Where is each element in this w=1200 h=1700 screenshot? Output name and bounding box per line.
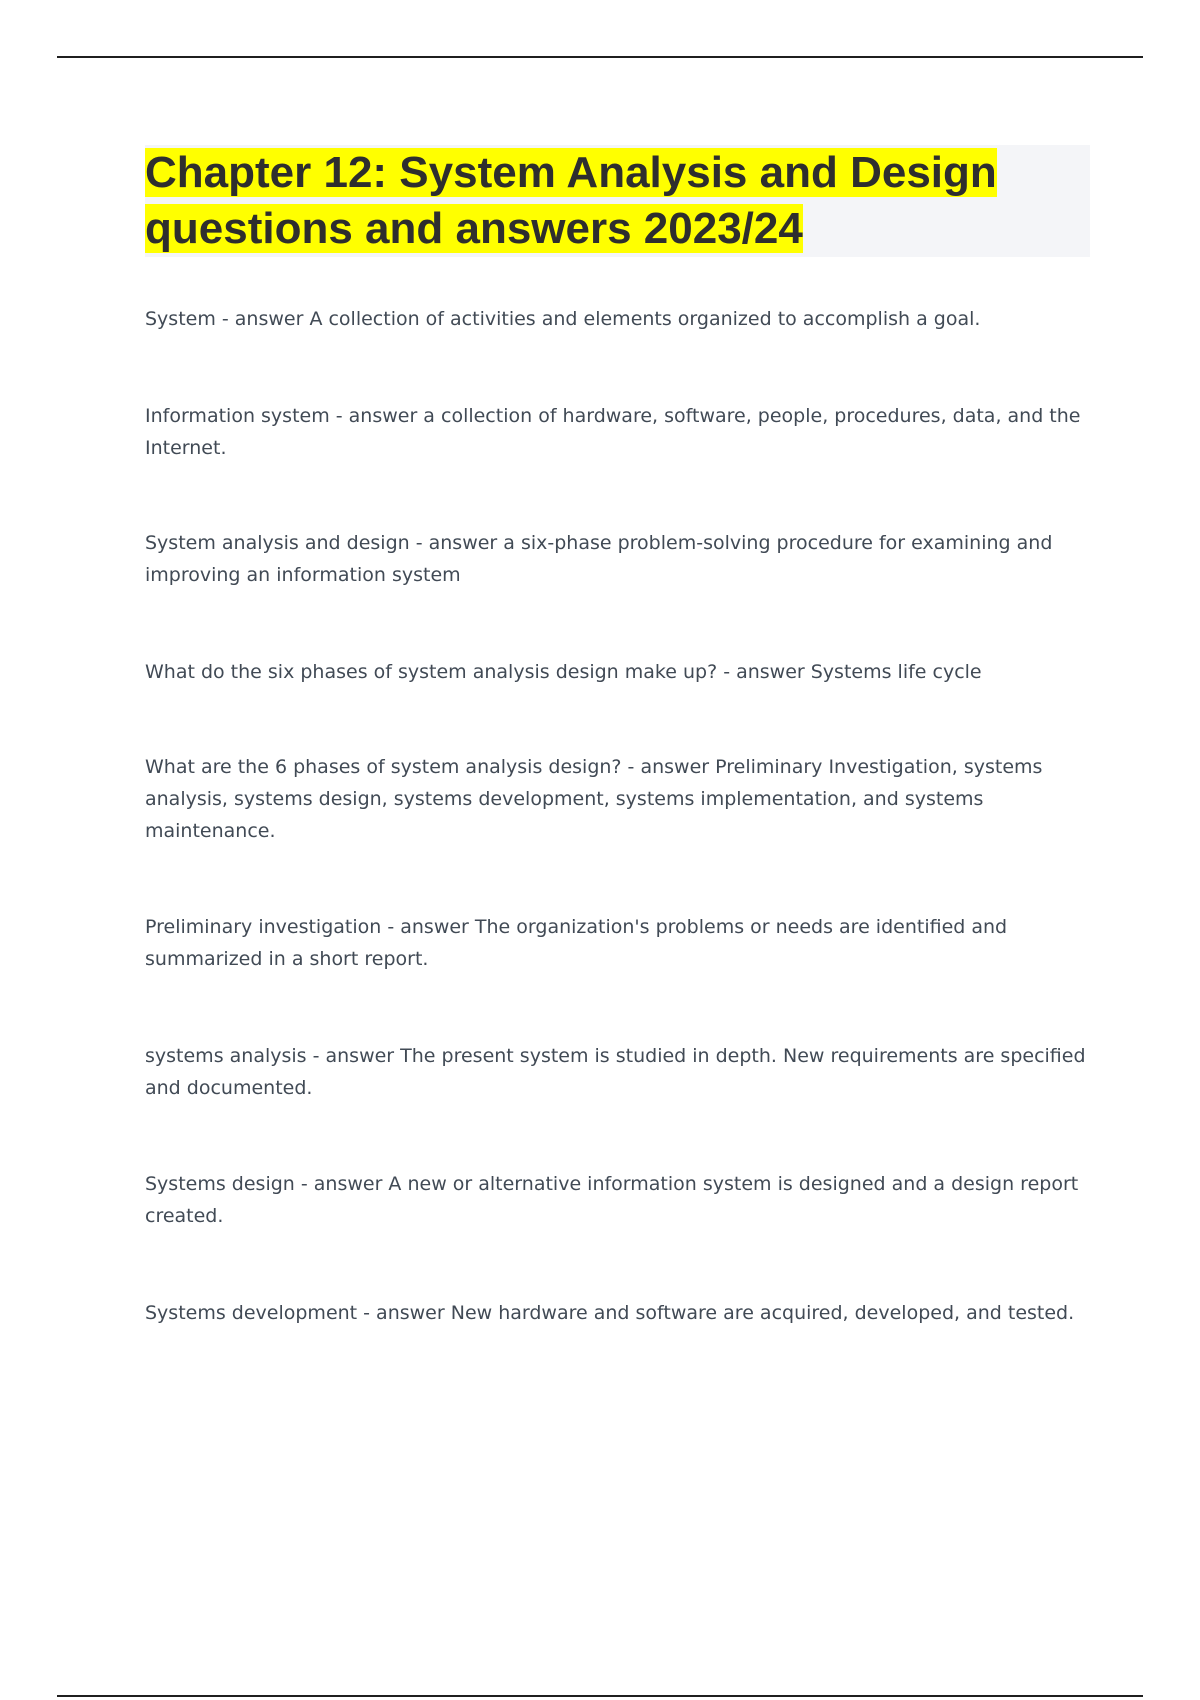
qa-item-systems-development: Systems development - answer New hardware and software are acquired, developed, and tested. bbox=[145, 1302, 1075, 1324]
title-line-2: questions and answers 2023/24 bbox=[145, 204, 803, 253]
title-line-1: Chapter 12: System Analysis and Design bbox=[145, 148, 997, 197]
qa-item-preliminary-investigation: Preliminary investigation - answer The organization's problems or needs are identified and summarized in a short report. bbox=[145, 916, 1008, 970]
top-rule bbox=[57, 56, 1143, 58]
qa-item-system-analysis-and-design: System analysis and design - answer a six-phase problem-solving procedure for examining and improving an information system bbox=[145, 532, 1053, 586]
qa-item-systems-design: Systems design - answer A new or alternative information system is designed and a design report created. bbox=[145, 1173, 1079, 1227]
title-block bbox=[145, 145, 1090, 257]
bottom-rule bbox=[57, 1695, 1143, 1697]
qa-item-information-system: Information system - answer a collection of hardware, software, people, procedures, data, and the Internet. bbox=[145, 405, 1081, 459]
qa-item-system: System - answer A collection of activities and elements organized to accomplish a goal. bbox=[145, 308, 981, 330]
qa-item-systems-analysis: systems analysis - answer The present system is studied in depth. New requirements are specified and documented. bbox=[145, 1045, 1086, 1099]
qa-item-six-phases-list: What are the 6 phases of system analysis design? - answer Preliminary Investigation, systems analysis, systems design, systems development, systems implementation, and systems maintenance. bbox=[145, 756, 1043, 842]
document-title bbox=[145, 145, 1090, 257]
qa-item-six-phases-make-up: What do the six phases of system analysis design make up? - answer Systems life cycle bbox=[145, 661, 982, 683]
